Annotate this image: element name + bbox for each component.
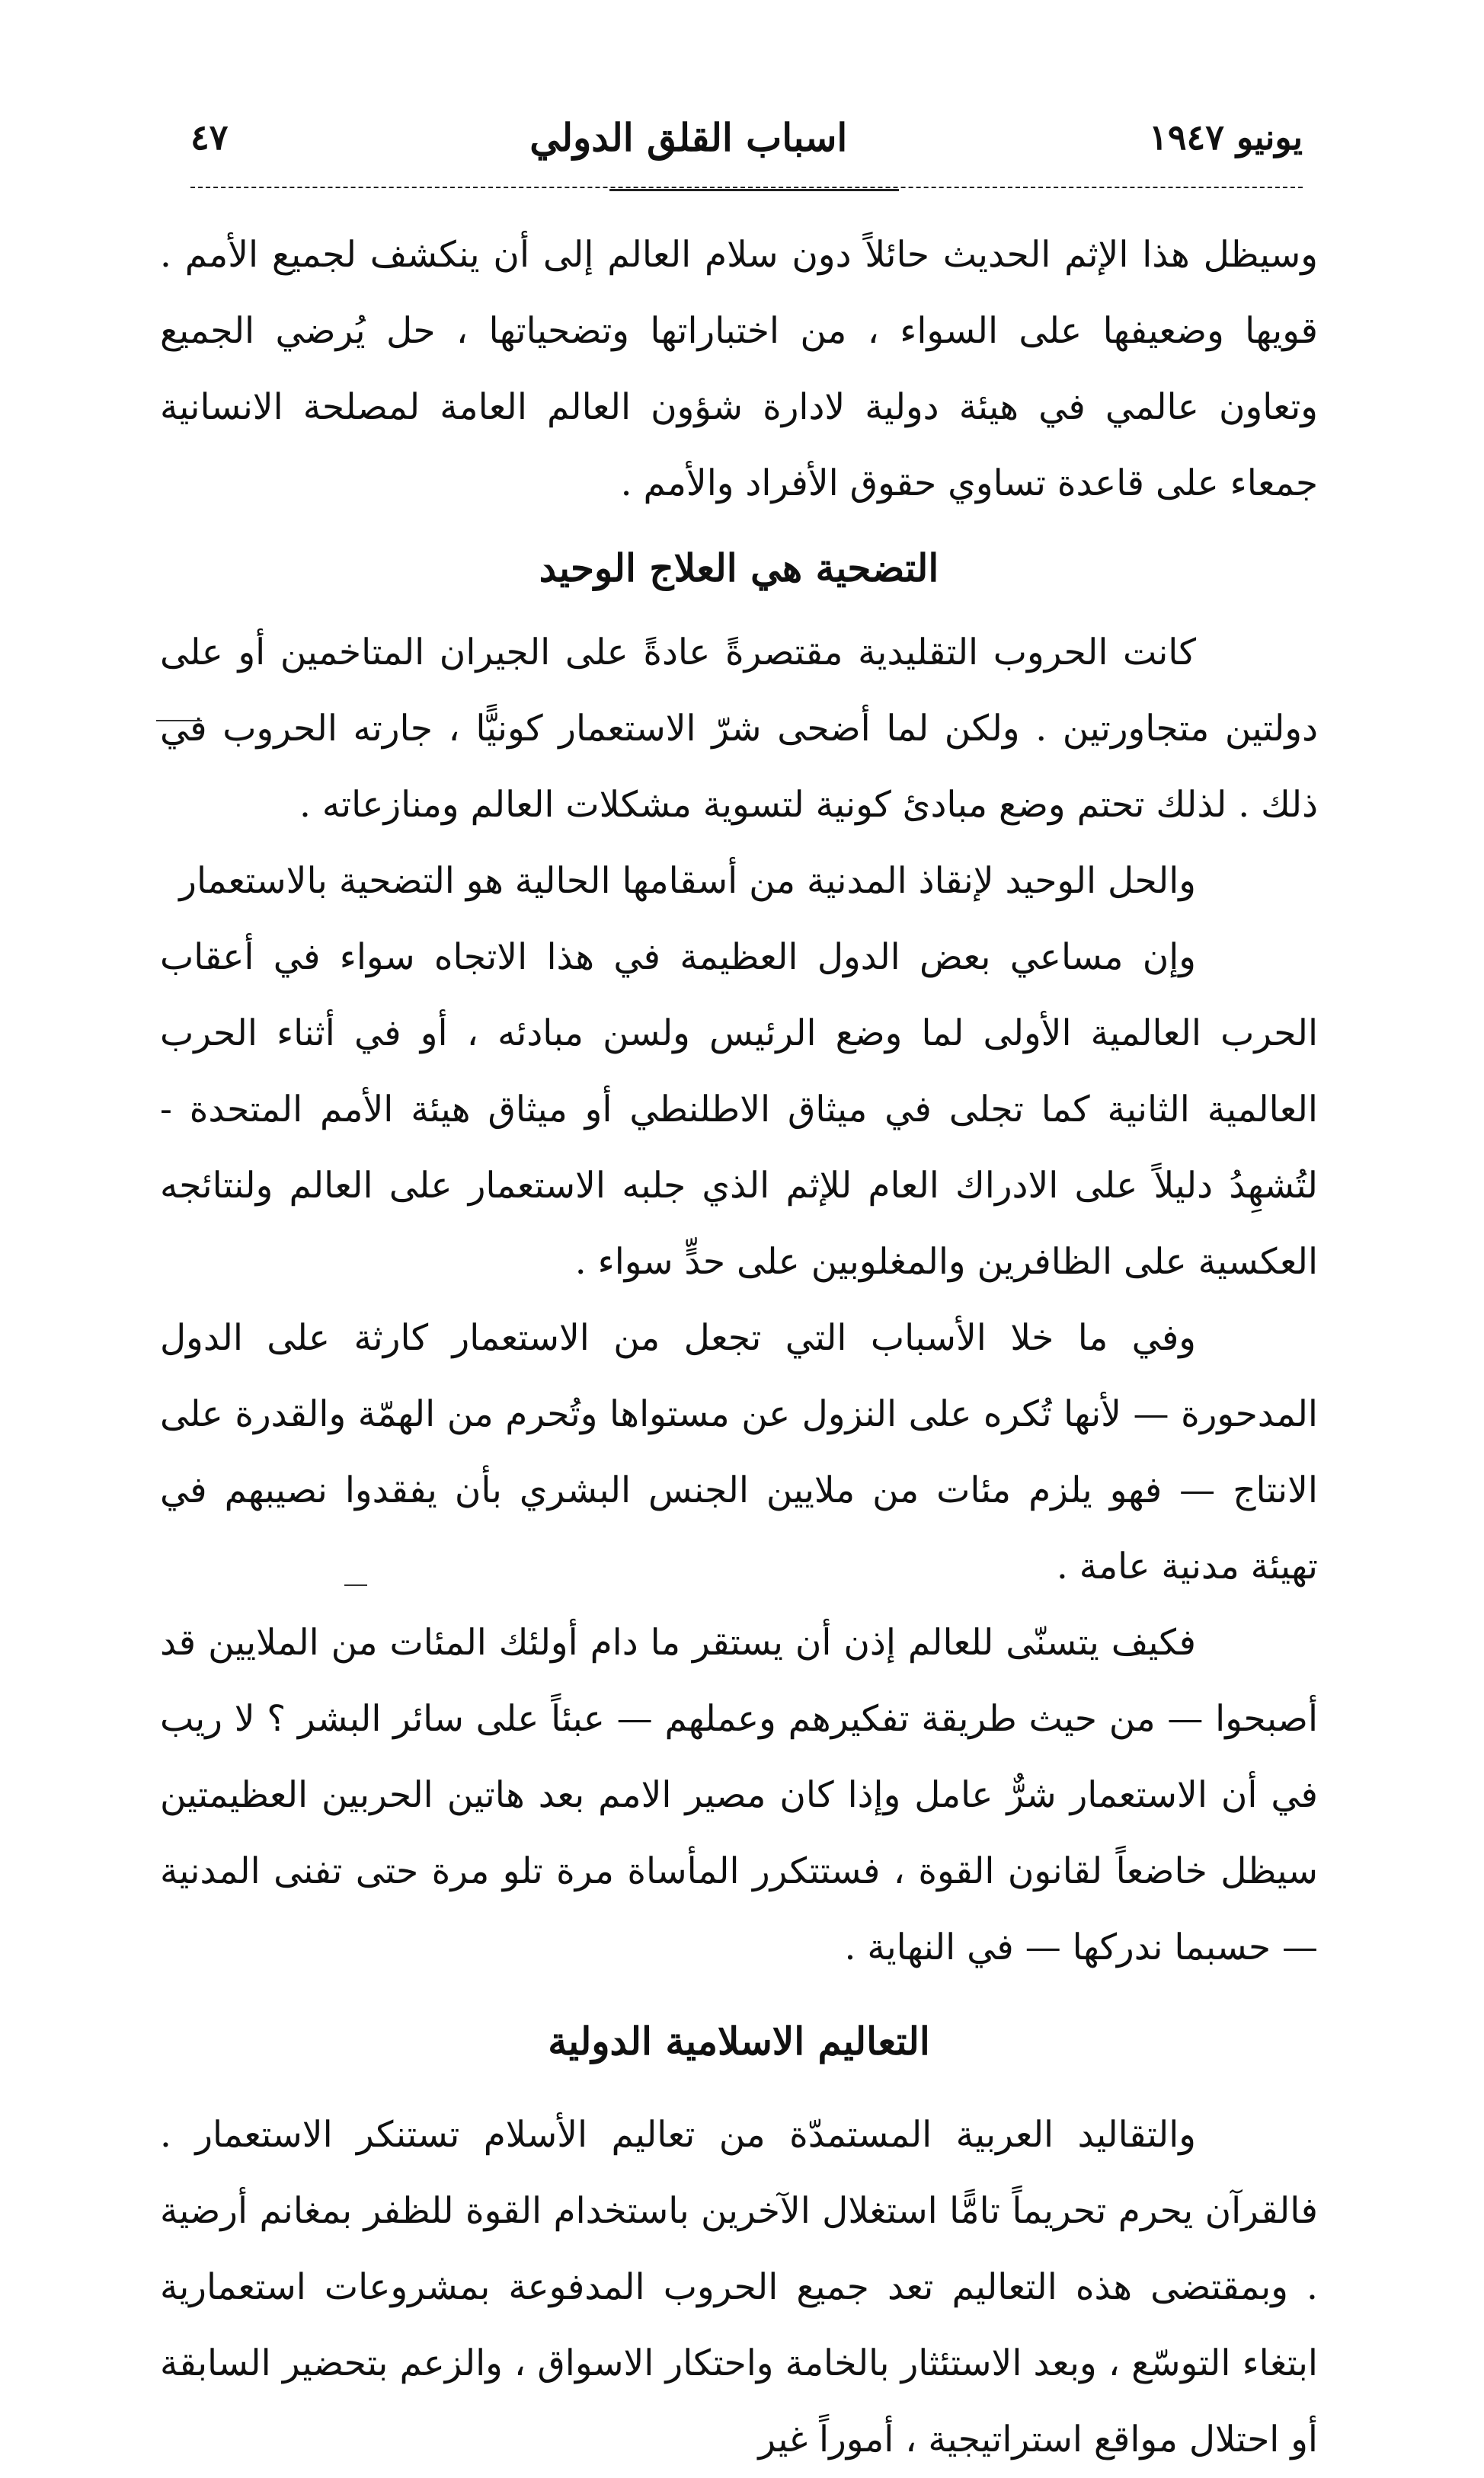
margin-mark [344,1584,367,1586]
margin-mark [156,720,202,721]
paragraph: فكيف يتسنّى للعالم إذن أن يستقر ما دام أولئك المئات من الملايين قد أصبحوا — من حيث طريقة تفكيرهم وعملهم — عبئاً على سائر البشر ؟ لا ريب في أن الاستعمار شرٌّ عامل وإذا كان مصير الامم بعد هاتين الحربين العظيمتين سيظل خاضعاً لقانون القوة ، فستتكرر المأساة مرة تلو مرة حتى تفنى المدنية — حسبما ندركها — في النهاية . [160,1622,1318,1968]
paragraph: وإن مساعي بعض الدول العظيمة في هذا الاتجاه سواء في أعقاب الحرب العالمية الأولى لما وضع الرئيس ولسن مبادئه ، أو في أثناء الحرب العالمية الثانية كما تجلى في ميثاق الاطلنطي أو ميثاق هيئة الأمم المتحدة - لتُشهِدُ دليلاً على الادراك العام للإثم الذي جلبه الاستعمار على العالم ولنتائجه العكسية على الظافرين والمغلوبين على حدٍّ سواء . [160,936,1318,1283]
section-heading: التعاليم الاسلامية الدولية [548,2019,930,2064]
page-number: ٤٧ [190,117,229,158]
page-body [160,217,1318,2478]
paragraph: وفي ما خلا الأسباب التي تجعل من الاستعمار كارثة على الدول المدحورة — لأنها تُكره على النزول عن مستواها وتُحرم من الهمّة والقدرة على الانتاج — فهو يلزم مئات من ملايين الجنس البشري بأن يفقدوا نصيبهم في تهيئة مدنية عامة . [160,1317,1318,1588]
header-rule [190,187,1303,188]
paragraph: والحل الوحيد لإنقاذ المدنية من أسقامها الحالية هو التضحية بالاستعمار [179,860,1196,902]
header-rule-center [609,189,899,191]
section-heading: التضحية هي العلاج الوحيد [539,545,939,590]
paragraph: والتقاليد العربية المستمدّة من تعاليم الأسلام تستنكر الاستعمار . فالقرآن يحرم تحريماً تامًّا استغلال الآخرين باستخدام القوة للظفر بمغانم أرضية . وبمقتضى هذه التعاليم تعد جميع الحروب المدفوعة بمشروعات استعمارية ابتغاء التوسّع ، وبعد الاستئثار بالخامة واحتكار الاسواق ، والزعم بتحضير السابقة أو احتلال مواقع استراتيجية ، أموراً غير [160,2114,1318,2460]
page-header [190,107,1303,168]
paragraph: وسيظل هذا الإثم الحديث حائلاً دون سلام العالم إلى أن ينكشف لجميع الأمم . قويها وضعيفها على السواء ، من اختباراتها وتضحياتها ، حل يُرضي الجميع وتعاون عالمي في هيئة دولية لادارة شؤون العالم العامة لمصلحة الانسانية جمعاء على قاعدة تساوي حقوق الأفراد والأمم . [160,234,1318,504]
paragraph: كانت الحروب التقليدية مقتصرةً عادةً على الجيران المتاخمين أو على دولتين متجاورتين . ولكن لما أضحى شرّ الاستعمار كونيًّا ، جارته الحروب في ذلك . لذلك تحتم وضع مبادئ كونية لتسوية مشكلات العالم ومنازعاته . [160,631,1318,826]
running-title: اسباب القلق الدولي [529,114,848,160]
header-date: يونيو ١٩٤٧ [1149,117,1303,158]
